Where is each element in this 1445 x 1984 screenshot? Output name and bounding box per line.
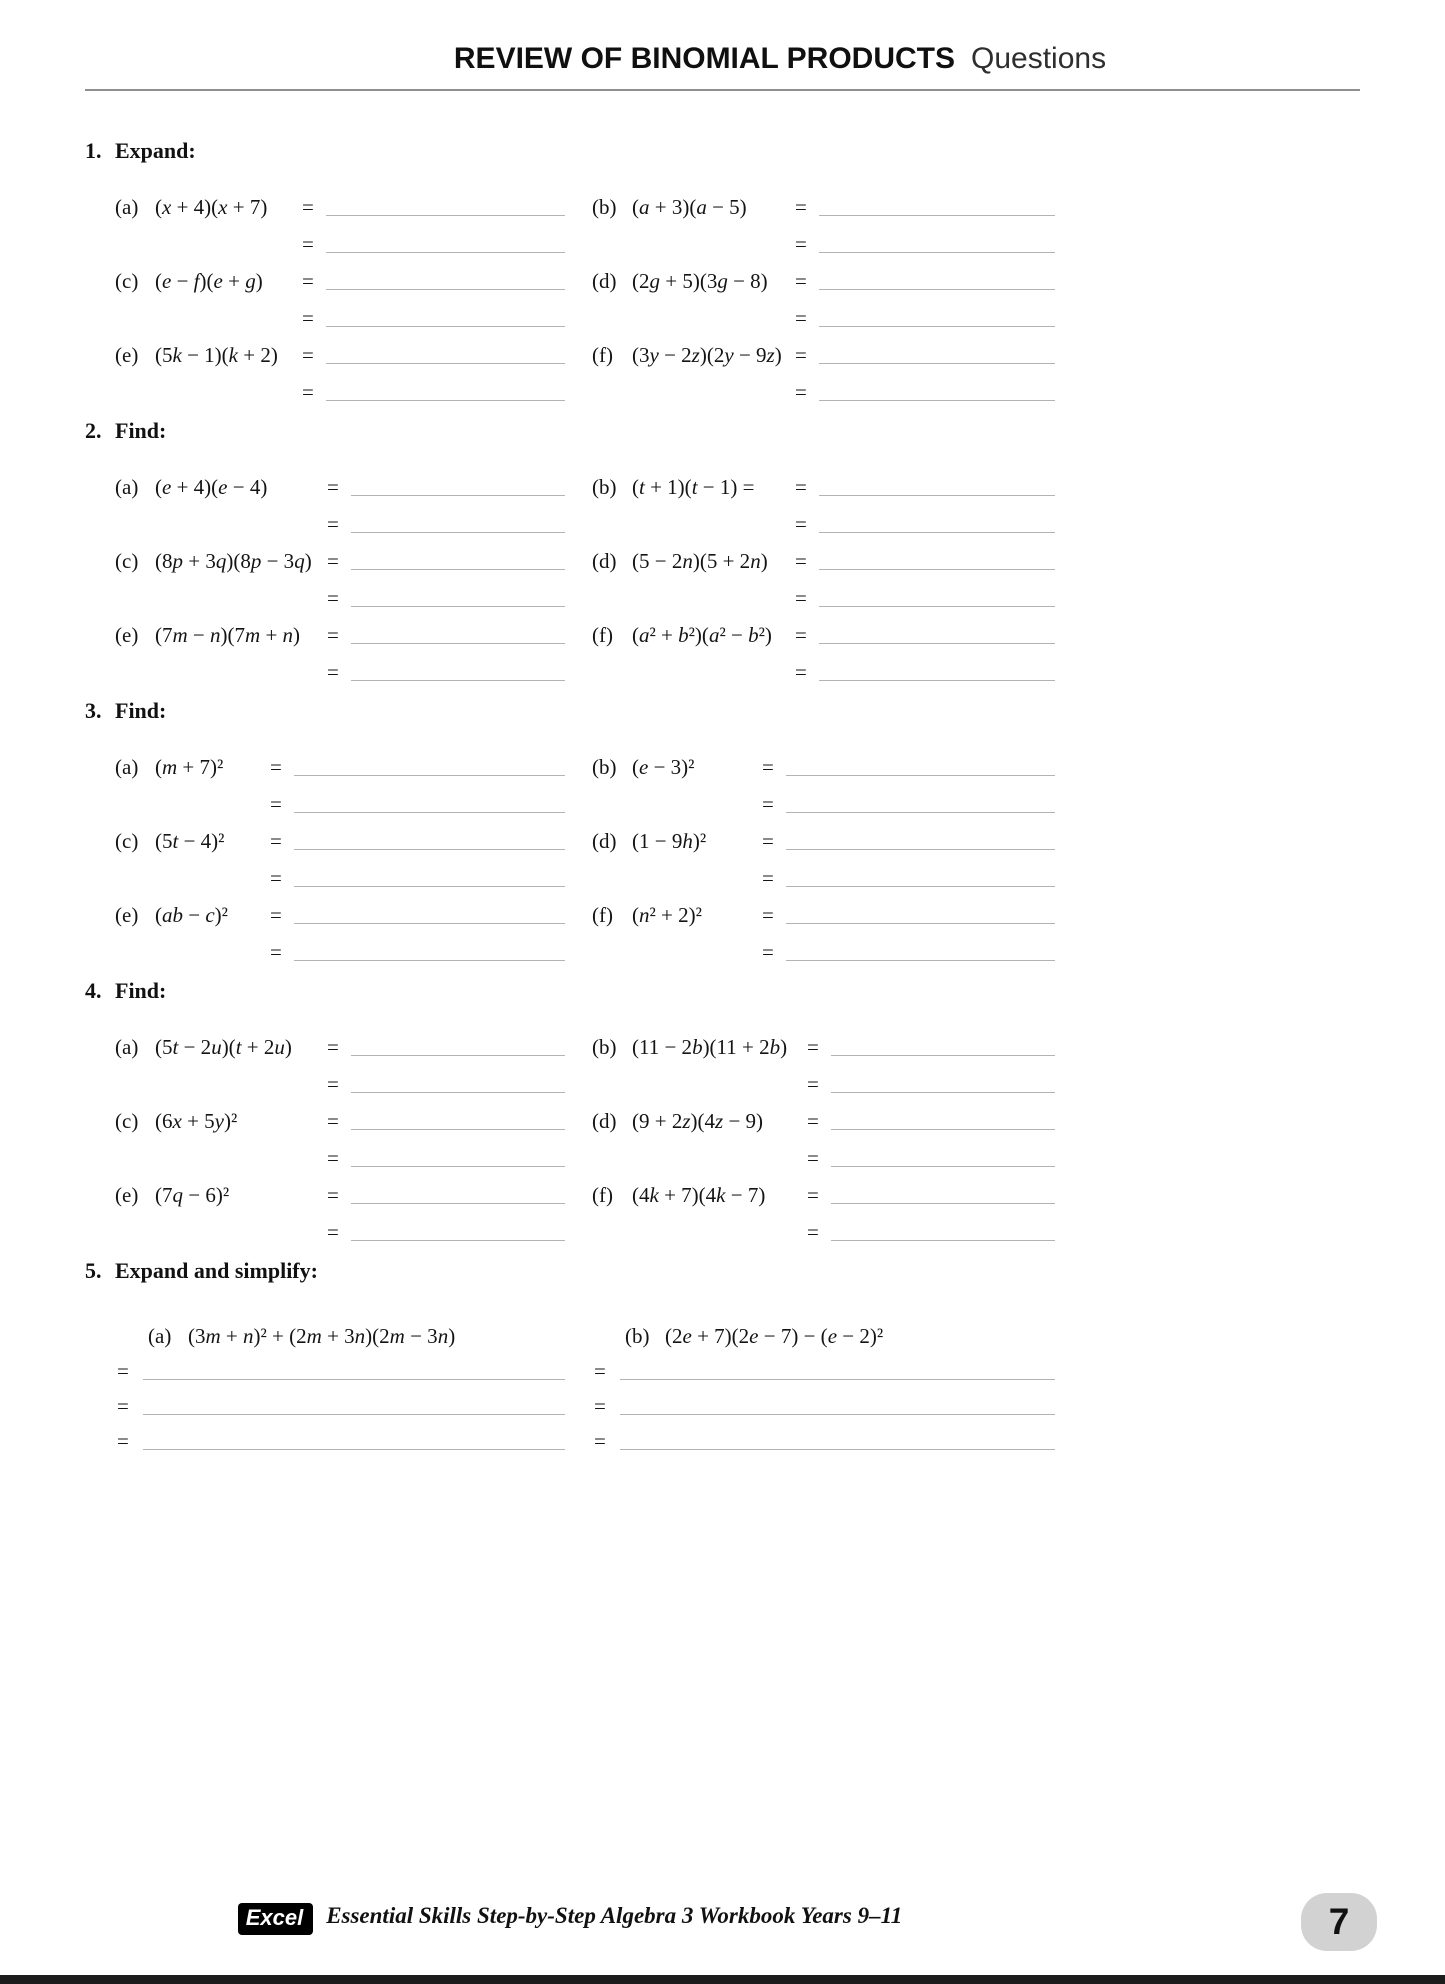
answer-row [115, 1208, 565, 1245]
answer-line [819, 532, 1055, 533]
answer-line [294, 849, 565, 850]
question-part-f [592, 331, 1055, 405]
question-part-c [115, 257, 565, 331]
answer-line [786, 775, 1055, 776]
answer-row [115, 928, 565, 965]
equals-sign: = [270, 791, 282, 816]
part-expression: (3m + n)² + (2m + 3n)(2m − 3n) [188, 1323, 456, 1348]
answer-line [819, 569, 1055, 570]
part-label: (b) [592, 754, 617, 779]
part-expression: (x + 4)(x + 7) [155, 194, 268, 219]
part-label: (f) [592, 1182, 613, 1207]
answer-row [115, 574, 565, 611]
question-part-a [115, 743, 565, 817]
part-expression-row [115, 183, 565, 220]
part-expression-row [115, 1303, 565, 1349]
equals-sign: = [270, 754, 282, 779]
question-part-a [115, 183, 565, 257]
part-expression: (t + 1)(t − 1) = [632, 474, 755, 499]
answer-line [831, 1092, 1055, 1093]
question-3 [85, 698, 1055, 965]
equals-sign: = [302, 342, 314, 367]
answer-row [115, 1060, 565, 1097]
answer-line [831, 1203, 1055, 1204]
question-column-right [592, 743, 1055, 965]
part-expression-row [592, 1303, 1055, 1349]
part-expression: (m + 7)² [155, 754, 224, 779]
page-header [115, 42, 1445, 76]
question-part-b [592, 1303, 1055, 1454]
page-edge-bar [0, 1975, 1445, 1984]
part-expression-row [592, 183, 1055, 220]
part-expression: (5t − 4)² [155, 828, 225, 853]
answer-line [294, 775, 565, 776]
part-expression-row [592, 1023, 1055, 1060]
answer-line [831, 1166, 1055, 1167]
part-expression: (7m − n)(7m + n) [155, 622, 301, 647]
part-label: (e) [115, 902, 139, 927]
answer-line [326, 363, 565, 364]
part-expression-row [592, 537, 1055, 574]
question-part-f [592, 611, 1055, 685]
part-label: (f) [592, 622, 613, 647]
part-expression: (2g + 5)(3g − 8) [632, 268, 768, 293]
answer-row [592, 1349, 1055, 1384]
page-footer [85, 1903, 1055, 1935]
question-part-f [592, 1171, 1055, 1245]
question-part-e [115, 1171, 565, 1245]
equals-sign: = [327, 1108, 339, 1133]
question-heading [85, 418, 1055, 463]
answer-line [351, 532, 565, 533]
part-label: (b) [592, 1034, 617, 1059]
answer-row [592, 294, 1055, 331]
part-expression: (7q − 6)² [155, 1182, 230, 1207]
question-part-e [115, 891, 565, 965]
equals-sign: = [762, 828, 774, 853]
question-2 [85, 418, 1055, 685]
question-column-right [592, 1303, 1055, 1454]
part-expression: (6x + 5y)² [155, 1108, 238, 1133]
answer-row [592, 648, 1055, 685]
answer-line [351, 1092, 565, 1093]
equals-sign: = [327, 1034, 339, 1059]
equals-sign: = [807, 1108, 819, 1133]
answer-line [326, 215, 565, 216]
answer-row [592, 220, 1055, 257]
equals-sign: = [795, 511, 807, 536]
part-label: (b) [625, 1323, 650, 1348]
question-part-a [115, 1023, 565, 1097]
question-column-right [592, 463, 1055, 685]
equals-sign: = [327, 585, 339, 610]
part-expression-row [115, 1023, 565, 1060]
part-expression: (4k + 7)(4k − 7) [632, 1182, 766, 1207]
question-4 [85, 978, 1055, 1245]
equals-sign: = [795, 622, 807, 647]
answer-line [819, 289, 1055, 290]
question-columns [85, 463, 1055, 685]
questions-area [85, 138, 1055, 1467]
part-label: (d) [592, 548, 617, 573]
part-expression-row [592, 611, 1055, 648]
answer-row [592, 1384, 1055, 1419]
answer-line [819, 363, 1055, 364]
answer-row [592, 780, 1055, 817]
equals-sign: = [327, 511, 339, 536]
answer-line [819, 400, 1055, 401]
answer-line [620, 1449, 1055, 1450]
equals-sign: = [270, 865, 282, 890]
equals-sign: = [327, 1145, 339, 1170]
answer-line [831, 1055, 1055, 1056]
answer-row [115, 500, 565, 537]
equals-sign: = [327, 622, 339, 647]
question-columns [85, 743, 1055, 965]
question-part-b [592, 1023, 1055, 1097]
part-label: (f) [592, 902, 613, 927]
page-subtitle: Questions [971, 42, 1107, 75]
equals-sign: = [795, 379, 807, 404]
equals-sign: = [302, 305, 314, 330]
equals-sign: = [795, 659, 807, 684]
answer-line [326, 400, 565, 401]
part-expression: (8p + 3q)(8p − 3q) [155, 548, 312, 573]
question-prompt: Expand: [115, 138, 196, 163]
answer-line [620, 1414, 1055, 1415]
equals-sign: = [327, 1182, 339, 1207]
part-expression-row [115, 257, 565, 294]
question-column-right [592, 1023, 1055, 1245]
question-part-d [592, 537, 1055, 611]
answer-line [620, 1379, 1055, 1380]
equals-sign: = [117, 1393, 129, 1418]
equals-sign: = [270, 828, 282, 853]
part-expression: (1 − 9h)² [632, 828, 707, 853]
question-heading [85, 698, 1055, 743]
part-expression: (n² + 2)² [632, 902, 702, 927]
part-label: (d) [592, 828, 617, 853]
question-part-c [115, 817, 565, 891]
part-expression-row [592, 891, 1055, 928]
question-part-c [115, 537, 565, 611]
equals-sign: = [795, 342, 807, 367]
answer-row [592, 928, 1055, 965]
answer-line [294, 812, 565, 813]
part-label: (d) [592, 268, 617, 293]
equals-sign: = [795, 194, 807, 219]
part-expression: (5 − 2n)(5 + 2n) [632, 548, 768, 573]
equals-sign: = [795, 305, 807, 330]
question-column-right [592, 183, 1055, 405]
part-expression-row [115, 463, 565, 500]
answer-line [351, 495, 565, 496]
answer-line [819, 252, 1055, 253]
question-part-a [115, 1303, 565, 1454]
part-expression: (2e + 7)(2e − 7) − (e − 2)² [665, 1323, 884, 1348]
part-label: (e) [115, 1182, 139, 1207]
equals-sign: = [594, 1358, 606, 1383]
equals-sign: = [762, 939, 774, 964]
header-divider [85, 89, 1360, 91]
answer-line [351, 606, 565, 607]
part-expression: (e − f)(e + g) [155, 268, 263, 293]
part-expression: (11 − 2b)(11 + 2b) [632, 1034, 788, 1059]
answer-line [786, 849, 1055, 850]
equals-sign: = [117, 1358, 129, 1383]
part-expression-row [115, 743, 565, 780]
answer-line [351, 1129, 565, 1130]
answer-row [115, 1349, 565, 1384]
question-part-e [115, 611, 565, 685]
excel-logo: Excel [238, 1903, 314, 1935]
part-expression-row [115, 1097, 565, 1134]
part-label: (c) [115, 1108, 139, 1133]
part-label: (c) [115, 548, 139, 573]
question-heading [85, 1258, 1055, 1303]
answer-line [819, 215, 1055, 216]
part-label: (b) [592, 474, 617, 499]
answer-row [115, 294, 565, 331]
question-1 [85, 138, 1055, 405]
part-expression: (e − 3)² [632, 754, 695, 779]
question-heading [85, 138, 1055, 183]
question-part-d [592, 1097, 1055, 1171]
page-number-badge [1301, 1893, 1377, 1951]
question-number: 3. [85, 698, 102, 723]
equals-sign: = [807, 1034, 819, 1059]
question-part-b [592, 743, 1055, 817]
answer-row [592, 574, 1055, 611]
answer-line [143, 1449, 565, 1450]
answer-line [819, 606, 1055, 607]
answer-line [819, 680, 1055, 681]
answer-line [351, 1203, 565, 1204]
part-expression: (a + 3)(a − 5) [632, 194, 747, 219]
answer-line [143, 1414, 565, 1415]
part-expression: (a² + b²)(a² − b²) [632, 622, 772, 647]
question-part-e [115, 331, 565, 405]
answer-line [351, 680, 565, 681]
question-columns [85, 183, 1055, 405]
equals-sign: = [807, 1145, 819, 1170]
equals-sign: = [762, 791, 774, 816]
part-expression: (9 + 2z)(4z − 9) [632, 1108, 764, 1133]
question-column-left [115, 1303, 565, 1454]
part-expression-row [592, 463, 1055, 500]
part-expression-row [592, 1097, 1055, 1134]
part-expression: (3y − 2z)(2y − 9z) [632, 342, 782, 367]
question-number: 4. [85, 978, 102, 1003]
equals-sign: = [327, 1071, 339, 1096]
answer-row [592, 1134, 1055, 1171]
question-prompt: Find: [115, 698, 167, 723]
answer-row [592, 1419, 1055, 1454]
part-label: (d) [592, 1108, 617, 1133]
question-number: 1. [85, 138, 102, 163]
answer-line [786, 923, 1055, 924]
equals-sign: = [762, 902, 774, 927]
answer-line [786, 812, 1055, 813]
equals-sign: = [270, 939, 282, 964]
part-label: (c) [115, 268, 139, 293]
equals-sign: = [302, 379, 314, 404]
equals-sign: = [594, 1428, 606, 1453]
equals-sign: = [327, 474, 339, 499]
question-number: 5. [85, 1258, 102, 1283]
equals-sign: = [762, 754, 774, 779]
equals-sign: = [807, 1182, 819, 1207]
answer-line [351, 1166, 565, 1167]
question-part-a [115, 463, 565, 537]
equals-sign: = [795, 585, 807, 610]
part-label: (a) [115, 194, 139, 219]
equals-sign: = [327, 1219, 339, 1244]
answer-row [592, 1060, 1055, 1097]
equals-sign: = [795, 474, 807, 499]
page-number: 7 [1328, 1901, 1350, 1942]
answer-row [592, 368, 1055, 405]
question-part-c [115, 1097, 565, 1171]
page-title: REVIEW OF BINOMIAL PRODUCTS [453, 42, 956, 75]
equals-sign: = [795, 231, 807, 256]
equals-sign: = [302, 194, 314, 219]
equals-sign: = [302, 231, 314, 256]
question-column-left [115, 183, 565, 405]
part-label: (b) [592, 194, 617, 219]
answer-line [326, 289, 565, 290]
part-label: (e) [115, 622, 139, 647]
equals-sign: = [270, 902, 282, 927]
part-expression-row [592, 817, 1055, 854]
part-expression: (ab − c)² [155, 902, 228, 927]
answer-row [115, 1134, 565, 1171]
part-expression-row [592, 1171, 1055, 1208]
answer-line [819, 495, 1055, 496]
part-expression-row [115, 817, 565, 854]
equals-sign: = [594, 1393, 606, 1418]
answer-line [351, 1240, 565, 1241]
answer-line [786, 886, 1055, 887]
question-prompt: Find: [115, 418, 167, 443]
answer-line [819, 326, 1055, 327]
answer-row [592, 500, 1055, 537]
part-label: (e) [115, 342, 139, 367]
question-part-d [592, 817, 1055, 891]
part-label: (c) [115, 828, 139, 853]
answer-row [592, 1208, 1055, 1245]
equals-sign: = [795, 268, 807, 293]
answer-row [115, 648, 565, 685]
question-columns [85, 1303, 1055, 1454]
equals-sign: = [762, 865, 774, 890]
answer-row [115, 780, 565, 817]
part-expression-row [592, 743, 1055, 780]
part-expression-row [592, 331, 1055, 368]
part-expression: (5k − 1)(k + 2) [155, 342, 278, 367]
part-expression-row [115, 611, 565, 648]
answer-line [831, 1129, 1055, 1130]
question-prompt: Find: [115, 978, 167, 1003]
answer-line [351, 569, 565, 570]
part-label: (a) [148, 1323, 172, 1348]
answer-line [294, 886, 565, 887]
answer-row [592, 854, 1055, 891]
answer-line [831, 1240, 1055, 1241]
part-label: (a) [115, 1034, 139, 1059]
part-expression: (e + 4)(e − 4) [155, 474, 268, 499]
question-heading [85, 978, 1055, 1023]
equals-sign: = [327, 659, 339, 684]
question-prompt: Expand and simplify: [115, 1258, 318, 1283]
part-expression-row [592, 257, 1055, 294]
part-expression-row [115, 1171, 565, 1208]
answer-row [115, 1419, 565, 1454]
question-column-left [115, 743, 565, 965]
part-expression-row [115, 331, 565, 368]
question-part-f [592, 891, 1055, 965]
answer-line [294, 960, 565, 961]
answer-line [326, 252, 565, 253]
equals-sign: = [795, 548, 807, 573]
equals-sign: = [807, 1071, 819, 1096]
part-expression: (5t − 2u)(t + 2u) [155, 1034, 292, 1059]
question-part-b [592, 183, 1055, 257]
question-5 [85, 1258, 1055, 1454]
answer-row [115, 220, 565, 257]
question-part-d [592, 257, 1055, 331]
footer-text: Essential Skills Step-by-Step Algebra 3 Workbook Years 9–11 [326, 1903, 903, 1928]
equals-sign: = [117, 1428, 129, 1453]
answer-line [351, 643, 565, 644]
answer-line [294, 923, 565, 924]
question-column-left [115, 1023, 565, 1245]
answer-row [115, 1384, 565, 1419]
answer-row [115, 854, 565, 891]
part-label: (a) [115, 754, 139, 779]
part-label: (a) [115, 474, 139, 499]
answer-line [786, 960, 1055, 961]
question-number: 2. [85, 418, 102, 443]
part-label: (f) [592, 342, 613, 367]
answer-line [143, 1379, 565, 1380]
part-expression-row [115, 891, 565, 928]
part-expression-row [115, 537, 565, 574]
equals-sign: = [327, 548, 339, 573]
answer-line [326, 326, 565, 327]
equals-sign: = [807, 1219, 819, 1244]
equals-sign: = [302, 268, 314, 293]
question-part-b [592, 463, 1055, 537]
answer-row [115, 368, 565, 405]
answer-line [351, 1055, 565, 1056]
answer-line [819, 643, 1055, 644]
question-column-left [115, 463, 565, 685]
question-columns [85, 1023, 1055, 1245]
